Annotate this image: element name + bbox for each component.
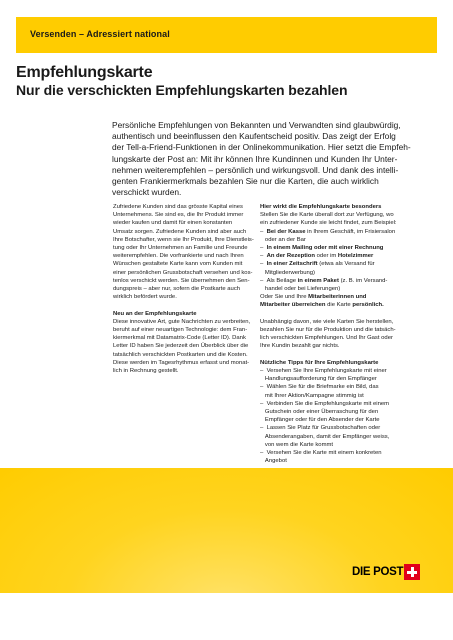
text: Empfänger oder für den Absender der Karte <box>264 417 380 424</box>
body-line: Letter ID haben Sie jederzeit den Überblick über die <box>113 343 249 350</box>
tip-line <box>260 433 420 441</box>
body-line: beruht auf einer neuartigen Technologie: dem Fran- <box>113 327 248 334</box>
text: (z. B. im Versand- <box>338 277 388 284</box>
page-title: Empfehlungskarte <box>16 64 153 81</box>
body-line: dungspreis – aber nur, sofern die Postkarte auch <box>113 286 241 293</box>
list-item: – Als Beilage in einem Paket (z. B. im Versand- <box>260 277 388 284</box>
body-line: weiterempfehlen. Die vorfrankierte und nach Ihren <box>113 253 244 260</box>
tip-line <box>260 408 420 416</box>
section-header-label: Versenden – Adressiert national <box>30 29 170 39</box>
subheading: Hier wirkt die Empfehlungskarte besonders <box>260 204 382 210</box>
body-line: lich verschickten Empfehlungen. Und Ihr Gast oder <box>260 335 393 342</box>
intro-line: nehmen weiterempfehlen – persönlich und wirkungsvoll. Und dank des intelli- <box>112 164 399 175</box>
tip-line <box>260 375 420 383</box>
tip-line: – Wählen Sie für die Briefmarke ein Bild, das <box>260 384 379 391</box>
tip-line: – Verbinden Sie die Empfehlungskarte mit einem <box>260 400 390 407</box>
text: Gutschein oder einer Überraschung für den <box>264 409 379 416</box>
body-line: Umsatz sorgen. Zufriedene Kunden sind aber auch <box>113 228 247 235</box>
list-item <box>260 285 420 293</box>
body-line: wieder kaufen und damit für einen konstanten <box>113 220 233 227</box>
body-line: Ihre Kundin bezahlt gar nichts. <box>260 343 340 350</box>
text: oder im <box>315 253 338 260</box>
text: (etwa als Versand für <box>317 261 375 268</box>
intro-line: der Tell-a-Friend-Funktionen in der Onlinekommunikation. Hier setzt die Empfeh- <box>112 142 411 153</box>
body-line: Unabhängig davon, wie viele Karten Sie herstellen, <box>260 318 394 325</box>
body-line <box>260 293 420 301</box>
spacer <box>260 310 420 318</box>
list-item: – An der Rezeption oder im Hotelzimmer <box>260 253 374 260</box>
text: Versehen Sie die Karte mit einem konkreten <box>266 450 382 457</box>
text: Oder Sie und Ihre <box>260 294 309 301</box>
section-header-band <box>16 17 437 53</box>
tip-line <box>260 416 420 424</box>
tip-line <box>260 457 420 465</box>
text: oder an der Bar <box>264 236 306 243</box>
list-item: – In einem Mailing oder mit einer Rechnung <box>260 245 384 252</box>
list-item <box>260 236 420 244</box>
page-subtitle: Nur die verschickten Empfehlungskarten bezahlen <box>16 82 348 98</box>
body-line: wirklich befördert wurde. <box>113 294 177 301</box>
body-line <box>260 301 420 309</box>
spacer <box>260 351 420 359</box>
text: Angebot <box>264 458 287 465</box>
bold-text: Mitarbeiterinnen und <box>308 294 367 301</box>
subheading: Nützliche Tipps für Ihre Empfehlungskarte <box>260 359 379 366</box>
text: mit Ihrer Aktion/Kampagne stimmig ist <box>264 392 364 399</box>
intro-paragraph <box>112 120 432 198</box>
intro-line: authentisch und beeinflussen den Kaufentscheid positiv. Das zeigt der Erfolg <box>112 131 396 142</box>
body-line: kiermerkmal mit Datamatrix-Code (Letter ID). Dank <box>113 335 246 342</box>
text: in Ihrem Geschäft, im Frisiersalon <box>305 228 396 235</box>
text: Mitgliederwerbung) <box>264 269 316 276</box>
body-line: tenlos verschickt werden. Sie übernehmen den Sen- <box>113 277 250 284</box>
intro-line: genten Frankiermerkmals bezahlen Sie nur die Karten, die auch wirklich <box>112 176 379 187</box>
text: Verbinden Sie die Empfehlungskarte mit einem <box>266 400 390 407</box>
logo-text: DIE POST <box>352 566 404 578</box>
bold-text: in einem Paket <box>297 277 339 284</box>
tip-line <box>260 392 420 400</box>
bold-text: In einem Mailing oder mit einer Rechnung <box>266 245 384 252</box>
swiss-cross-icon <box>404 564 420 580</box>
text: von wem die Karte kommt <box>264 441 334 448</box>
list-item: – Bei der Kasse in Ihrem Geschäft, im Frisiersalon <box>260 228 396 235</box>
body-line: ein zufriedener Kunde sie leicht findet, zum Beispiel: <box>260 220 397 227</box>
post-logo <box>352 564 420 580</box>
bold-text: Hotelzimmer <box>337 253 374 260</box>
text: Versehen Sie Ihre Empfehlungskarte mit einer <box>266 368 387 375</box>
list-item <box>260 269 420 277</box>
tip-line: – Lassen Sie Platz für Grussbotschaften oder <box>260 425 381 432</box>
body-line: Stellen Sie die Karte überall dort zur Verfügung, wo <box>260 212 394 219</box>
body-line: lich in Rechnung gestellt. <box>113 368 179 375</box>
tip-line: – Versehen Sie Ihre Empfehlungskarte mit einer <box>260 368 387 375</box>
subheading: Neu an der Empfehlungskarte <box>113 310 197 317</box>
text: Lassen Sie Platz für Grussbotschaften oder <box>266 425 381 432</box>
text: Als Beilage <box>266 277 298 284</box>
intro-line: lungskarte der Post an: Mit ihr können Ihre Kundinnen und Kunden Ihr Unter- <box>112 153 398 164</box>
text: Absenderangaben, damit der Empfänger weiss, <box>264 433 390 440</box>
body-line: Unternehmens. Sie sind es, die Ihr Produkt immer <box>113 212 244 219</box>
intro-line: verschickt wurden. <box>112 187 182 198</box>
text: handel oder bei Lieferungen) <box>264 286 341 293</box>
spacer <box>113 301 263 309</box>
body-line: Wünschen gestaltete Karte kann vom Kunden mit <box>113 261 243 268</box>
intro-line: Persönliche Empfehlungen von Bekannten und Verwandten sind glaubwürdig, <box>112 120 401 130</box>
bold-text: persönlich. <box>352 302 384 309</box>
body-line: Diese innovative Art, gute Nachrichten zu verbreiten, <box>113 318 251 325</box>
bold-text: Mitarbeiter überreichen <box>260 302 326 309</box>
body-line: Zufriedene Kunden sind das grösste Kapital eines <box>113 204 244 210</box>
body-line: tatsächlich verschickten Postkarten und die Kosten. <box>113 351 248 358</box>
body-line: bezahlen Sie nur für die Produktion und die tatsäch- <box>260 327 396 334</box>
bold-text: In einer Zeitschrift <box>266 261 318 268</box>
body-line: einer persönlichen Grussbotschaft versehen und kos- <box>113 269 253 276</box>
list-item: – In einer Zeitschrift (etwa als Versand für <box>260 261 375 268</box>
bold-text: Bei der Kasse <box>266 228 306 235</box>
text: Handlungsaufforderung für den Empfänger <box>264 376 377 383</box>
body-line: Ihre Botschafter, wenn sie Ihr Produkt, Ihre Dienstleis- <box>113 236 254 243</box>
right-column <box>260 203 420 465</box>
text: Wählen Sie für die Briefmarke ein Bild, das <box>266 384 379 391</box>
body-line: tung oder Ihr Unternehmen an Familie und Freunde <box>113 245 248 252</box>
left-column <box>113 203 263 375</box>
bold-text: An der Rezeption <box>266 253 315 260</box>
body-line: Diese werden im Tagesrhythmus erfasst und monat- <box>113 359 250 366</box>
tip-line <box>260 441 420 449</box>
text: die Karte <box>325 302 353 309</box>
tip-line: – Versehen Sie die Karte mit einem konkreten <box>260 450 382 457</box>
